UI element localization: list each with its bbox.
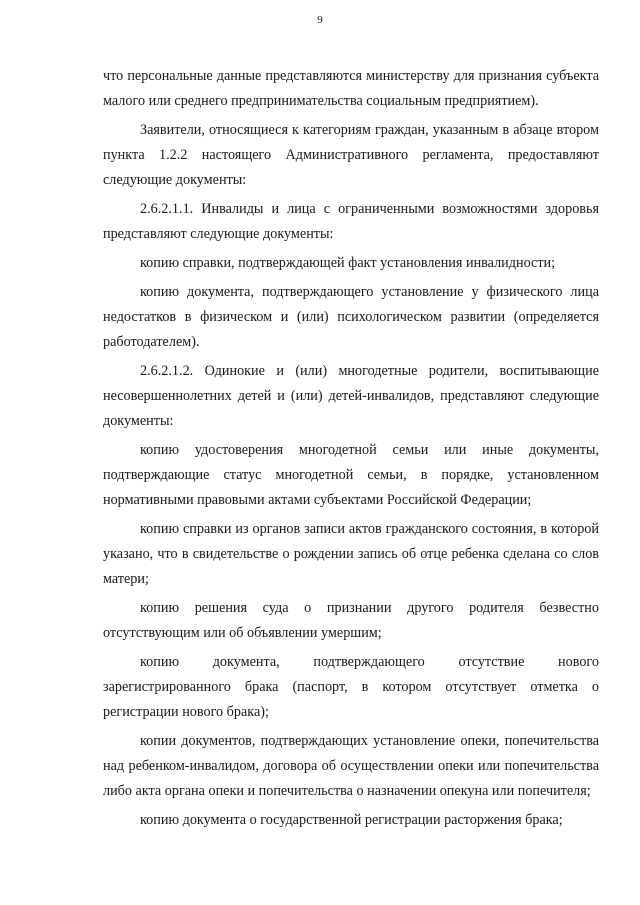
paragraph-11: копии документов, подтверждающих установление опеки, попечительства над ребенком-инвалидом, договора об осуществлении опеки или попечительства либо акта органа опеки и попечительства о назначении опекуна или попечителя; [103,733,599,799]
page-number: 9 [317,14,323,26]
document-body [103,64,599,833]
paragraph-10: копию документа, подтверждающего отсутствие нового зарегистрированного брака (паспорт, в котором отсутствует отметка о регистрации нового брака); [103,654,599,720]
paragraph-2: Заявители, относящиеся к категориям граждан, указанным в абзаце втором пункта 1.2.2 настоящего Административного регламента, предоставляют следующие документы: [103,122,599,188]
paragraph-4: копию справки, подтверждающей факт установления инвалидности; [140,255,556,271]
paragraph-12: копию документа о государственной регистрации расторжения брака; [140,812,563,828]
paragraph-1: что персональные данные представляются министерству для признания субъекта малого или среднего предпринимательства социальным предприятием). [103,68,599,109]
paragraph-8: копию справки из органов записи актов гражданского состояния, в которой указано, что в свидетельстве о рождении запись об отце ребенка сделана со слов матери; [103,521,599,587]
paragraph-9: копию решения суда о признании другого родителя безвестно отсутствующим или об объявлении умершим; [103,600,599,641]
paragraph-5: копию документа, подтверждающего установление у физического лица недостатков в физическом и (или) психологическом развитии (определяется работодателем). [103,284,599,350]
paragraph-7: копию удостоверения многодетной семьи или иные документы, подтверждающие статус многодетной семьи, в порядке, установленном нормативными правовыми актами субъектами Российской Федерации; [103,442,599,508]
paragraph-6: 2.6.2.1.2. Одинокие и (или) многодетные родители, воспитывающие несовершеннолетних детей и (или) детей-инвалидов, представляют следующие документы: [103,363,599,429]
paragraph-3: 2.6.2.1.1. Инвалиды и лица с ограниченными возможностями здоровья представляют следующие документы: [103,201,599,242]
